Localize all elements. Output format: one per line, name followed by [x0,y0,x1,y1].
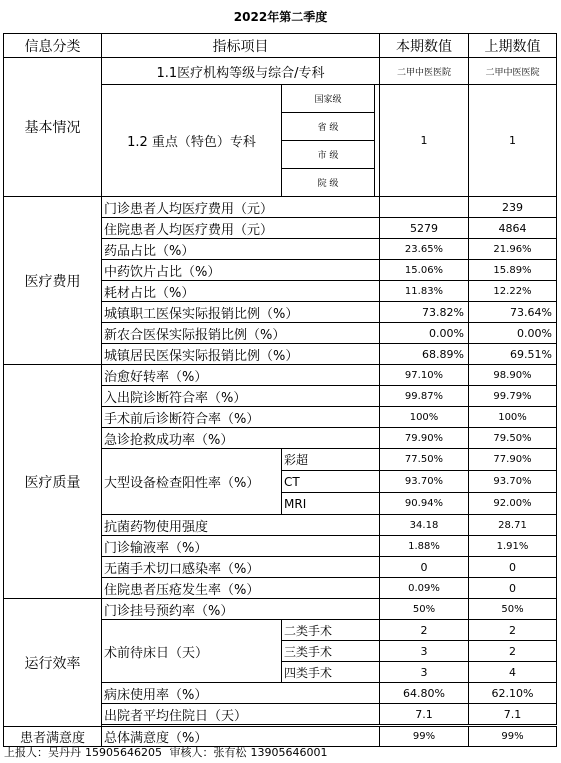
current-value: 1 [380,85,469,197]
current-value: 3 [380,641,469,662]
previous-value: 99% [469,727,557,747]
previous-value: 100% [469,407,557,428]
previous-value: 99.79% [469,386,557,407]
current-value: 90.94% [380,493,469,515]
current-value: 5279 [380,218,469,239]
current-value: 23.65% [380,239,469,260]
reporter-phone: 15905646205 [85,746,162,759]
report-footer [4,744,331,760]
table-row [4,599,557,620]
current-value: 7.1 [380,704,469,725]
current-value: 73.82% [380,302,469,323]
indicator-label: 门诊输液率（%） [102,536,380,557]
current-value: 1.88% [380,536,469,557]
current-value: 34.18 [380,515,469,536]
previous-value: 77.90% [469,449,557,471]
indicator-label: 耗材占比（%） [102,281,380,302]
current-value: 77.50% [380,449,469,471]
indicator-label: 新农合医保实际报销比例（%） [102,323,380,344]
indicator-label: 门诊患者人均医疗费用（元） [102,197,380,218]
reviewer-label: 审核人：张有松 [169,746,247,759]
indicator-label: 中药饮片占比（%） [102,260,380,281]
previous-value: 21.96% [469,239,557,260]
sub-indicator-label: 四类手术 [282,662,380,683]
previous-value: 4864 [469,218,557,239]
header-current: 本期数值 [380,34,469,58]
previous-value: 0.00% [469,323,557,344]
current-value: 0.09% [380,578,469,599]
current-value: 15.06% [380,260,469,281]
level-city: 市 级 [282,141,375,169]
level-hospital: 院 级 [282,169,375,197]
previous-value: 92.00% [469,493,557,515]
previous-value: 15.89% [469,260,557,281]
report-table [3,33,557,747]
current-value: 3 [380,662,469,683]
current-value: 二甲中医医院 [380,58,469,85]
header-indicator: 指标项目 [102,34,380,58]
indicator-label: 1.1医疗机构等级与综合/专科 [102,58,380,85]
current-value: 79.90% [380,428,469,449]
indicator-label: 大型设备检查阳性率（%） [102,449,282,515]
table-row [4,197,557,218]
indicator-label: 1.2 重点（特色）专科 [102,85,282,197]
current-value: 2 [380,620,469,641]
reviewer-phone: 13905646001 [250,746,328,759]
previous-value: 73.64% [469,302,557,323]
previous-value: 69.51% [469,344,557,365]
category-efficiency: 运行效率 [4,599,102,727]
current-value: 97.10% [380,365,469,386]
indicator-label: 住院患者压疮发生率（%） [102,578,380,599]
header-row [4,34,557,58]
previous-value: 1.91% [469,536,557,557]
previous-value: 7.1 [469,704,557,725]
indicator-label: 城镇居民医保实际报销比例（%） [102,344,380,365]
previous-value: 0 [469,578,557,599]
table-row [4,365,557,386]
current-value: 100% [380,407,469,428]
current-value: 99.87% [380,386,469,407]
indicator-label: 无菌手术切口感染率（%） [102,557,380,578]
previous-value: 93.70% [469,471,557,493]
previous-value: 二甲中医医院 [469,58,557,85]
indicator-label: 门诊挂号预约率（%） [102,599,380,620]
previous-value: 62.10% [469,683,557,704]
indicator-label: 入出院诊断符合率（%） [102,386,380,407]
previous-value: 4 [469,662,557,683]
category-basic: 基本情况 [4,58,102,197]
category-quality: 医疗质量 [4,365,102,599]
current-value [380,197,469,218]
indicator-label: 治愈好转率（%） [102,365,380,386]
indicator-label: 药品占比（%） [102,239,380,260]
sub-indicator-label: MRI [282,493,380,515]
current-value: 68.89% [380,344,469,365]
sub-indicator-label: 彩超 [282,449,380,471]
indicator-label: 城镇职工医保实际报销比例（%） [102,302,380,323]
indicator-label: 病床使用率（%） [102,683,380,704]
previous-value: 79.50% [469,428,557,449]
indicator-label: 住院患者人均医疗费用（元） [102,218,380,239]
indicator-label: 术前待床日（天） [102,620,282,683]
current-value: 99% [380,727,469,747]
category-cost: 医疗费用 [4,197,102,365]
current-value: 93.70% [380,471,469,493]
level-provincial: 省 级 [282,113,375,141]
sub-indicator-label: 二类手术 [282,620,380,641]
current-value: 64.80% [380,683,469,704]
current-value: 11.83% [380,281,469,302]
previous-value: 12.22% [469,281,557,302]
category-satisfaction: 患者满意度 [4,727,102,747]
previous-value: 239 [469,197,557,218]
current-value: 50% [380,599,469,620]
previous-value: 0 [469,557,557,578]
level-national: 国家级 [282,85,375,113]
current-value: 0.00% [380,323,469,344]
table-row [4,58,557,85]
indicator-label: 出院者平均住院日（天） [102,704,380,725]
previous-value: 2 [469,641,557,662]
reporter-label: 上报人：吴丹丹 [4,746,81,759]
previous-value: 28.71 [469,515,557,536]
sub-indicator-label: CT [282,471,380,493]
previous-value: 1 [469,85,557,197]
indicator-label: 抗菌药物使用强度 [102,515,380,536]
previous-value: 2 [469,620,557,641]
indicator-label: 手术前后诊断符合率（%） [102,407,380,428]
previous-value: 98.90% [469,365,557,386]
header-previous: 上期数值 [469,34,557,58]
header-category: 信息分类 [4,34,102,58]
previous-value: 50% [469,599,557,620]
current-value: 0 [380,557,469,578]
indicator-label: 总体满意度（%） [102,727,380,747]
report-title: 2022年第二季度 [233,10,328,24]
sub-indicator-label: 三类手术 [282,641,380,662]
indicator-label: 急诊抢救成功率（%） [102,428,380,449]
